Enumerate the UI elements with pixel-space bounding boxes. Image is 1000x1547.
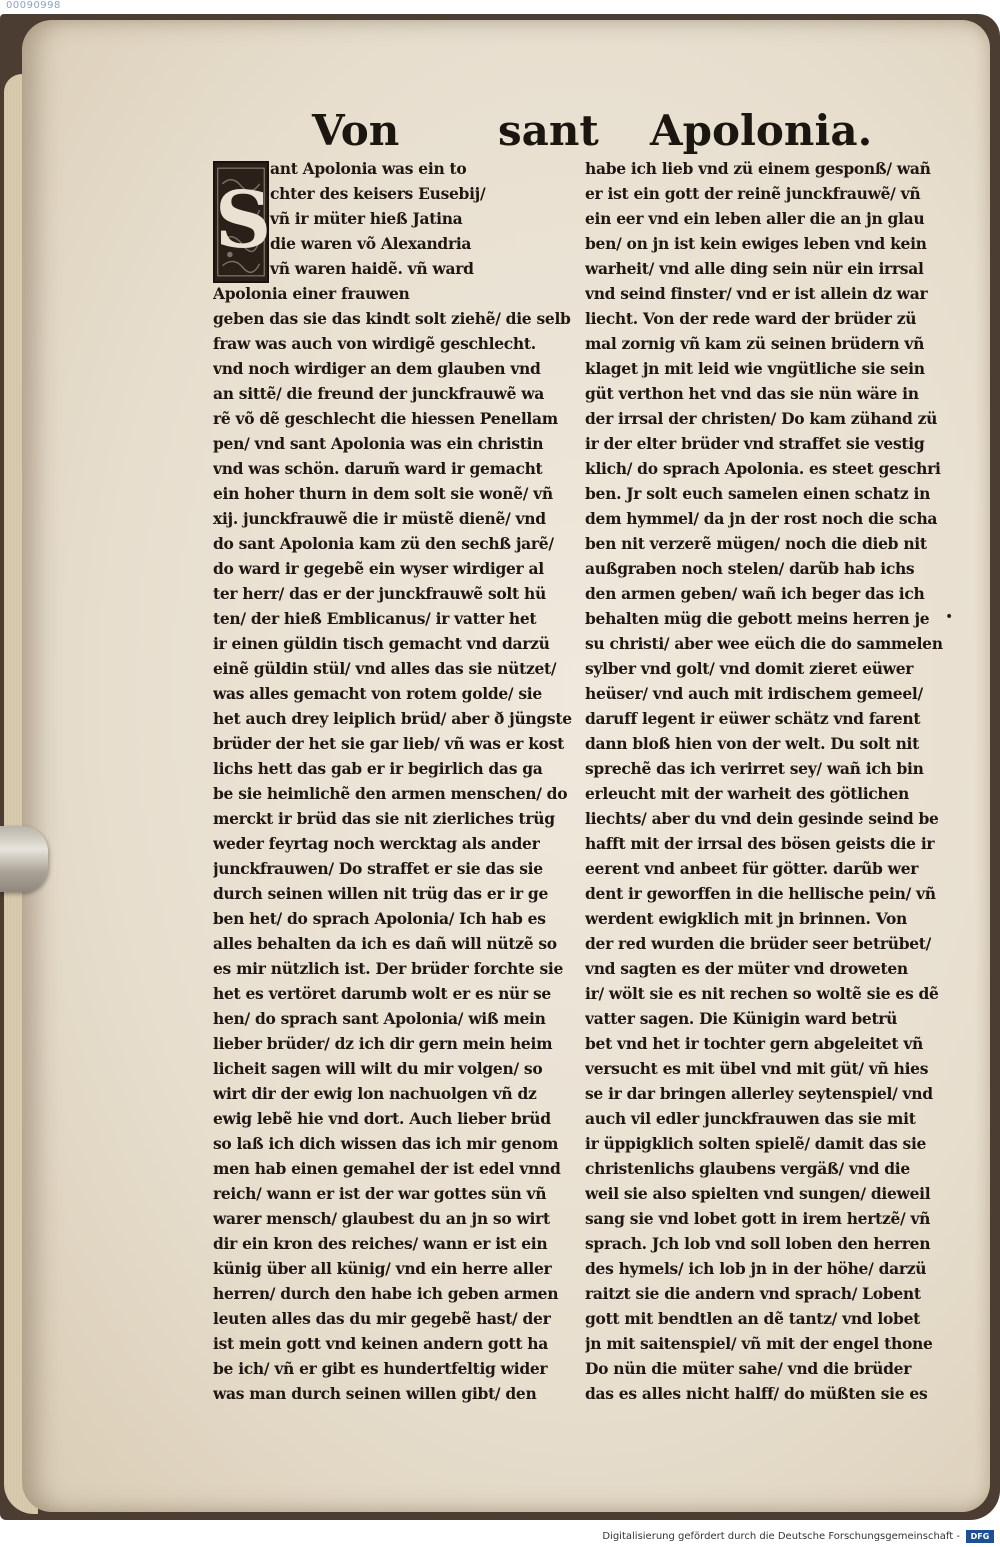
text-line: liechts/ aber du vnd dein gesinde seind be bbox=[585, 809, 939, 828]
text-line: vnd was schön. darum̃ ward ir gemacht bbox=[213, 459, 543, 478]
dfg-logo: DFG bbox=[966, 1530, 994, 1543]
header-word-middle: sant bbox=[498, 106, 599, 155]
text-line: dent ir geworffen in die hellische pein/ vñ bbox=[585, 884, 936, 903]
text-line: pen/ vnd sant Apolonia was ein christin bbox=[213, 434, 544, 453]
text-line: xij. junckfrauwẽ die ir müstẽ dienẽ/ vnd bbox=[213, 509, 546, 528]
text-line: lichs hett das gab er ir begirlich das ga bbox=[213, 759, 543, 778]
text-line: so laß ich dich wissen das ich mir genom bbox=[213, 1134, 559, 1153]
text-line: sylber vnd golt/ vnd domit zieret eüwer bbox=[585, 659, 914, 678]
text-line: warheit/ vnd alle ding sein nür ein irrsal bbox=[585, 259, 924, 278]
text-line: klich/ do sprach Apolonia. es steet geschri bbox=[585, 459, 941, 478]
text-line: leuten alles das du mir gegebẽ hast/ der bbox=[213, 1309, 551, 1328]
header-word-right: Apolonia. bbox=[650, 106, 873, 155]
text-line: su christi/ aber wee eüch die do sammelen bbox=[585, 634, 943, 653]
text-line: lieber brüder/ dz ich dir gern mein heim bbox=[213, 1034, 553, 1053]
text-line: jn mit saitenspiel/ vñ mit der engel thone bbox=[585, 1334, 933, 1353]
text-line: des hymels/ ich lob jn in der höhe/ darzü bbox=[585, 1259, 927, 1278]
text-line: ant Apolonia was ein to bbox=[270, 159, 467, 178]
text-line: weil sie also spielten vnd sungen/ dieweil bbox=[585, 1184, 931, 1203]
text-line: vnd sagten es der müter vnd droweten bbox=[585, 959, 908, 978]
text-line: dir ein kron des reiches/ wann er ist ein bbox=[213, 1234, 548, 1253]
text-line: heüser/ vnd auch mit irdischem gemeel/ bbox=[585, 684, 923, 703]
footer-bar bbox=[0, 1527, 1000, 1547]
text-line: den armen geben/ wañ ich beger das ich bbox=[585, 584, 925, 603]
page-clip bbox=[0, 826, 48, 892]
text-line: das es alles nicht halff/ do müßten sie es bbox=[585, 1384, 928, 1403]
text-column-left bbox=[213, 156, 573, 1406]
text-line: außgraben noch stelen/ darũb hab ichs bbox=[585, 559, 915, 578]
text-line: christenlichs glaubens vergäß/ vnd die bbox=[585, 1159, 910, 1178]
text-line: er ist ein gott der reinẽ junckfrauwẽ/ vñ bbox=[585, 184, 921, 203]
text-line: warer mensch/ glaubest du an jn so wirt bbox=[213, 1209, 550, 1228]
text-line: künig über all künig/ vnd ein herre aller bbox=[213, 1259, 552, 1278]
margin-mark: • bbox=[945, 609, 954, 625]
text-line: ben nit verzerẽ mügen/ noch die dieb nit bbox=[585, 534, 927, 553]
text-line: vñ waren haidẽ. vñ ward bbox=[270, 259, 474, 278]
text-line: versucht es mit übel vnd mit güt/ vñ hies bbox=[585, 1059, 929, 1078]
text-line: an sittẽ/ die freund der junckfrauwẽ wa bbox=[213, 384, 545, 403]
text-line: es mir nützlich ist. Der brüder forchte sie bbox=[213, 959, 564, 978]
text-line: gott mit bendtlen an dẽ tantz/ vnd lobet bbox=[585, 1309, 921, 1328]
header-word-left: Von bbox=[312, 106, 400, 155]
text-line: der irrsal der christen/ Do kam zühand zü bbox=[585, 409, 938, 428]
initial-letter: S bbox=[215, 175, 272, 266]
text-line: dann bloß hien von der welt. Du solt nit bbox=[585, 734, 919, 753]
running-header bbox=[0, 106, 1000, 156]
text-line: werdent ewigklich mit jn brinnen. Von bbox=[585, 909, 908, 928]
funding-credit: Digitalisierung gefördert durch die Deutsche Forschungsgemeinschaft - bbox=[602, 1531, 960, 1542]
text-line: men hab einen gemahel der ist edel vnnd bbox=[213, 1159, 561, 1178]
text-line: rẽ võ dẽ geschlecht die hiessen Penellam bbox=[213, 409, 558, 428]
text-line: ben. Jr solt euch samelen einen schatz in bbox=[585, 484, 931, 503]
text-line: chter des keisers Eusebij/ bbox=[270, 184, 486, 203]
text-line: reich/ wann er ist der war gottes sün vñ bbox=[213, 1184, 547, 1203]
text-line: junckfrauwen/ Do straffet er sie das sie bbox=[213, 859, 543, 878]
text-line: ein hoher thurn in dem solt sie wonẽ/ vñ bbox=[213, 484, 553, 503]
text-line: dem hymmel/ da jn der rost noch die scha bbox=[585, 509, 938, 528]
text-line: durch seinen willen nit trüg das er ir ge bbox=[213, 884, 549, 903]
text-line: geben das sie das kindt solt ziehẽ/ die selb bbox=[213, 309, 571, 328]
text-line: sprechẽ das ich verirret sey/ wañ ich bin bbox=[585, 759, 924, 778]
text-line: auch vil edler junckfrauwen das sie mit bbox=[585, 1109, 916, 1128]
text-line: eerent vnd anbeet für götter. darũb wer bbox=[585, 859, 919, 878]
text-line: ist mein gott vnd keinen andern gott ha bbox=[213, 1334, 549, 1353]
text-line: ein eer vnd ein leben aller die an jn glau bbox=[585, 209, 925, 228]
text-line: do sant Apolonia kam zü den sechß jarẽ/ bbox=[213, 534, 554, 553]
text-line: vñ ir müter hieß Jatina bbox=[270, 209, 463, 228]
text-line: be ich/ vñ er gibt es hundertfeltig wider bbox=[213, 1359, 548, 1378]
text-line: licheit sagen will wilt du mir volgen/ so bbox=[213, 1059, 543, 1078]
text-line: weder feyrtag noch wercktag als ander bbox=[213, 834, 540, 853]
text-line: hafft mit der irrsal des bösen geists die ir bbox=[585, 834, 935, 853]
text-line: was alles gemacht von rotem golde/ sie bbox=[213, 684, 542, 703]
text-line: bet vnd het ir tochter gern abgeleitet vñ bbox=[585, 1034, 923, 1053]
text-line: ter herr/ das er der junckfrauwẽ solt hü bbox=[213, 584, 546, 603]
text-line: daruff legent ir eüwer schätz vnd farent bbox=[585, 709, 921, 728]
text-line: ir einen güldin tisch gemacht vnd darzü bbox=[213, 634, 550, 653]
text-line: der red wurden die brüder seer betrübet/ bbox=[585, 934, 932, 953]
text-line: liecht. Von der rede ward der brüder zü bbox=[585, 309, 917, 328]
text-line: sang sie vnd lobet gott in irem hertzẽ/ vñ bbox=[585, 1209, 931, 1228]
text-line: wirt dir der ewig lon nachuolgen vñ dz bbox=[213, 1084, 537, 1103]
text-line: Do nün die müter sahe/ vnd die brüder bbox=[585, 1359, 912, 1378]
text-line: raitzt sie die andern vnd sprach/ Lobent bbox=[585, 1284, 921, 1303]
text-line: die waren võ Alexandria bbox=[270, 234, 472, 253]
text-line: vnd noch wirdiger an dem glauben vnd bbox=[213, 359, 541, 378]
text-line: vatter sagen. Die Künigin ward betrü bbox=[585, 1009, 898, 1028]
text-line: ben/ on jn ist kein ewiges leben vnd kein bbox=[585, 234, 927, 253]
text-line: be sie heimlichẽ den armen menschen/ do bbox=[213, 784, 568, 803]
text-line: güt verthon het vnd das sie nün wäre in bbox=[585, 384, 919, 403]
text-line: ten/ der hieß Emblicanus/ ir vatter het bbox=[213, 609, 537, 628]
scan-id: 00090998 bbox=[6, 0, 61, 11]
text-line: ir der elter brüder vnd straffet sie vestig bbox=[585, 434, 925, 453]
text-line: alles behalten da ich es dañ will nützẽ so bbox=[213, 934, 557, 953]
text-line: do ward ir gegebẽ ein wyser wirdiger al bbox=[213, 559, 544, 578]
text-line: sprach. Jch lob vnd soll loben den herren bbox=[585, 1234, 931, 1253]
text-line: erleucht mit der warheit des götlichen bbox=[585, 784, 909, 803]
text-line: se ir dar bringen allerley seytenspiel/ vnd bbox=[585, 1084, 933, 1103]
text-line: ben het/ do sprach Apolonia/ Ich hab es bbox=[213, 909, 546, 928]
text-line: het auch drey leiplich brüd/ aber ð jüngste bbox=[213, 709, 572, 728]
text-line: mal zornig vñ kam zü seinen brüdern vñ bbox=[585, 334, 925, 353]
text-line: fraw was auch von wirdigẽ geschlecht. bbox=[213, 334, 536, 353]
text-line: ir/ wölt sie es nit rechen so woltẽ sie es dẽ bbox=[585, 984, 939, 1003]
text-line: herren/ durch den habe ich geben armen bbox=[213, 1284, 559, 1303]
text-line: merckt ir brüd das sie nit zierliches trüg bbox=[213, 809, 555, 828]
text-line: habe ich lieb vnd zü einem gesponß/ wañ bbox=[585, 159, 931, 178]
text-line: einẽ güldin stül/ vnd alles das sie nützet/ bbox=[213, 659, 557, 678]
text-line: klaget jn mit leid wie vngütliche sie sein bbox=[585, 359, 925, 378]
text-line: behalten müg die gebott meins herren je bbox=[585, 609, 930, 628]
text-line: was man durch seinen willen gibt/ den bbox=[213, 1384, 537, 1403]
text-line: ewig lebẽ hie vnd dort. Auch lieber brüd bbox=[213, 1109, 551, 1128]
text-line: ir üppigklich solten spielẽ/ damit das sie bbox=[585, 1134, 927, 1153]
text-line: het es vertöret darumb wolt er es nür se bbox=[213, 984, 551, 1003]
text-line: hen/ do sprach sant Apolonia/ wiß mein bbox=[213, 1009, 546, 1028]
text-line: vnd seind finster/ vnd er ist allein dz war bbox=[585, 284, 928, 303]
text-line: brüder der het sie gar lieb/ vñ was er kost bbox=[213, 734, 565, 753]
text-line: Apolonia einer frauwen bbox=[213, 284, 410, 303]
text-column-right bbox=[585, 156, 945, 1406]
